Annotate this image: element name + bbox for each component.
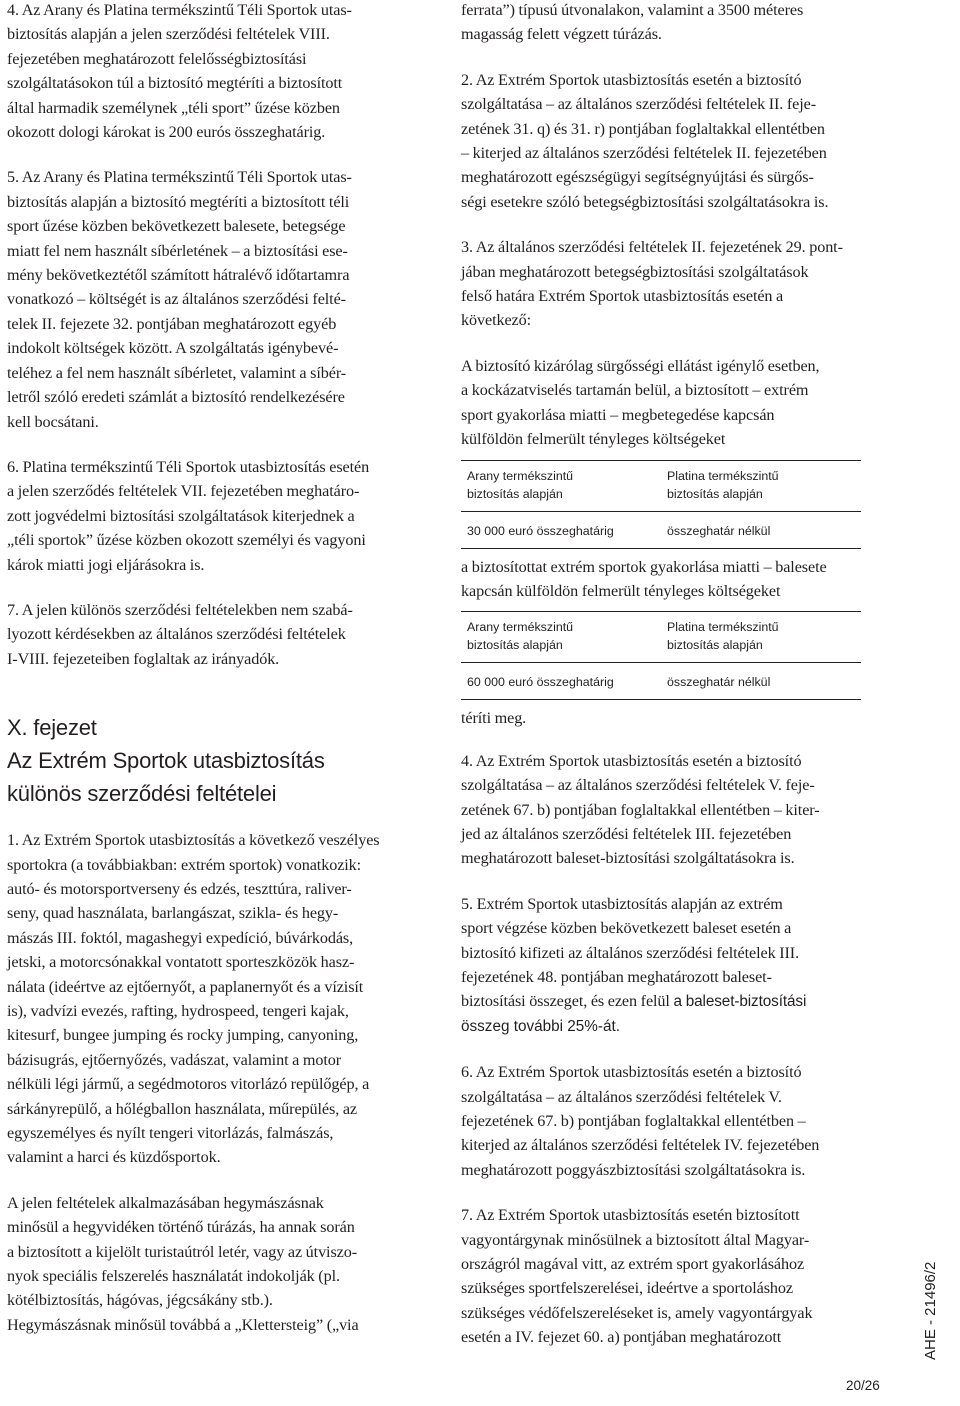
text-line: 5. Extrém Sportok utasbiztosítás alapján az extrém (461, 894, 783, 913)
text-line: lyozott kérdésekben az általános szerződési feltételek (7, 625, 346, 644)
left-column (7, 0, 427, 1337)
text-line: kell bocsátani. (7, 412, 99, 431)
text-line: valamint a harci és küzdősportok. (7, 1148, 221, 1167)
text-line: 7. Az Extrém Sportok utasbiztosítás esetén biztosított (461, 1206, 800, 1225)
paragraph-right-3b (461, 555, 881, 604)
text-line: szolgáltatása – az általános szerződési feltételek II. feje- (461, 95, 817, 114)
text-line: kötélbiztosítás, hágóvas, jégcsákány stb.). (7, 1291, 273, 1310)
text-line: meghatározott poggyászbiztosítási szolgáltatásokra is. (461, 1160, 806, 1179)
text-line: kitesurf, bungee jumping és rocky jumping, canyoning, (7, 1026, 359, 1045)
text-line: egyszemélyes és nyílt tengeri vitorlázás, falmászás, (7, 1124, 334, 1143)
text-line: telek II. fejezete 32. pontjában meghatározott egyéb (7, 314, 337, 333)
text-line: következő: (461, 311, 532, 330)
text-line: biztosítás alapján a jelen szerződési feltételek VIII. (7, 25, 330, 44)
paragraph-left-4 (7, 0, 427, 144)
text-line: jed az általános szerződési feltételek III. fejezetében (461, 824, 792, 843)
text-line: mény bekövetkeztétől számított hátralévő időtartamra (7, 266, 350, 285)
table-header-cell: Platina termékszintű biztosítás alapján (661, 460, 861, 511)
text-line: által harmadik személynek „téli sport” űzése közben (7, 98, 340, 117)
paragraph-right-2 (461, 68, 881, 214)
text-line: felső határa Extrém Sportok utasbiztosítás esetén a (461, 287, 784, 306)
text-line: Hegymászásnak minősül továbbá a „Klettersteig” („via (7, 1315, 359, 1334)
right-column (461, 0, 881, 1350)
text-line: X. fejezet (7, 715, 97, 741)
text-line: 6. Platina termékszintű Téli Sportok utasbiztosítás esetén (7, 457, 370, 476)
text-line: 1. Az Extrém Sportok utasbiztosítás a következő veszélyes (7, 831, 380, 850)
table-cell: összeghatár nélkül (661, 511, 861, 548)
highlighted-text: összeg további 25%-át. (461, 1017, 621, 1035)
text-line: I-VIII. fejezeteiben foglaltak az irányadók. (7, 649, 280, 668)
text-line: nálata (ideértve az ejtőernyőt, a paplanernyőt és a vízisít (7, 977, 364, 996)
text-line: téríti meg. (461, 709, 527, 728)
highlighted-text: a baleset-biztosítási (673, 993, 807, 1011)
text-line: zott jogvédelmi biztosítási szolgáltatások kiterjednek a (7, 506, 355, 525)
table-header-row (461, 612, 861, 663)
text-line: teléhez a fel nem használt síbérletet, valamint a síbér- (7, 363, 347, 382)
text-line: biztosítás alapján a biztosító megtéríti a biztosított téli (7, 192, 350, 211)
coverage-table-accident (461, 611, 861, 700)
table-header-row (461, 460, 861, 511)
text-line: – kiterjed az általános szerződési feltételek II. fejezetében (461, 144, 827, 163)
text-line: 2. Az Extrém Sportok utasbiztosítás esetén a biztosító (461, 70, 802, 89)
document-code: AHE - 21496/2 (922, 1261, 939, 1360)
text-line: vagyontárgynak minősülnek a biztosított által Magyar- (461, 1230, 810, 1249)
text-line: nélküli légi jármű, a segédmotoros vitorlázó repülőgép, a (7, 1075, 370, 1094)
text-line: a biztosítottat extrém sportok gyakorlása miatti – balesete (461, 557, 827, 576)
text-line: sportokra (a továbbiakban: extrém sportok) vonatkozik: (7, 855, 362, 874)
table-row (461, 663, 861, 700)
text-line: Az Extrém Sportok utasbiztosítás (7, 748, 325, 774)
text-line: miatt fel nem használt síbérletének – a biztosítási ese- (7, 241, 348, 260)
text-line: indokolt költségek között. A szolgáltatás igénybevé- (7, 339, 339, 358)
text-line: zetének 67. b) pontjában foglaltakkal ellentétben – kiter- (461, 800, 820, 819)
paragraph-right-4 (461, 749, 881, 871)
text-line: külföldön felmerült tényleges költségeket (461, 430, 726, 449)
text-line: szükséges sportfelszerelései, ideértve a sportoláshoz (461, 1279, 793, 1298)
table-cell: összeghatár nélkül (661, 663, 861, 700)
page-number: 20/26 (846, 1378, 880, 1393)
text-line: sport végzése közben bekövetkezett baleset esetén a (461, 919, 792, 938)
text-line: kiterjed az általános szerződési feltételek IV. fejezetében (461, 1136, 820, 1155)
text-line: minősül a hegyvidéken történő túrázás, ha annak során (7, 1218, 355, 1237)
text-line: a jelen szerződés feltételek VII. fejezetében meghatáro- (7, 482, 360, 501)
text-line: 4. Az Extrém Sportok utasbiztosítás esetén a biztosító (461, 751, 802, 770)
text-line: szolgáltatása – az általános szerződési feltételek V. (461, 1087, 782, 1106)
text-line: biztosító kifizeti az általános szerződési feltételek III. (461, 943, 800, 962)
text-line: kapcsán külföldön felmerült tényleges költségeket (461, 581, 781, 600)
text-line: meghatározott egészségügyi segítségnyújtási és sürgős- (461, 168, 814, 187)
text-line: 7. A jelen különös szerződési feltételekben nem szabá- (7, 600, 353, 619)
text-line: szükséges védőfelszereléseket is, amely vagyontárgyak (461, 1303, 813, 1322)
text-line: „téli sportok” űzése közben okozott személyi és vagyoni (7, 531, 366, 550)
text-line: is), vadvízi evezés, rafting, hydrospeed, tengeri kajak, (7, 1002, 349, 1020)
text-line: okozott dologi károkat is 200 eurós összeghatárig. (7, 123, 326, 142)
paragraph-left-5 (7, 165, 427, 433)
text-line: letről szóló eredeti számlát a biztosító rendelkezésére (7, 388, 345, 407)
text-line: vonatkozó – költségét is az általános szerződési felté- (7, 290, 346, 309)
paragraph-left-6 (7, 455, 427, 577)
text-line: a kockázatviselés tartamán belül, a biztosított – extrém (461, 381, 809, 400)
paragraph-right-3c (461, 706, 881, 730)
text-line: bázisugrás, ejtőernyőzés, vadászat, valamint a motor (7, 1050, 342, 1069)
paragraph-right-6 (461, 1060, 881, 1182)
text-line: fejezetének 67. b) pontjában foglaltakkal ellentétben – (461, 1112, 806, 1130)
text-line: nyok speciális felszerelés használatát indokolják (pl. (7, 1267, 340, 1286)
text-line: seny, quad használata, barlangászat, szikla- és hegy- (7, 904, 339, 923)
text-line: károk miatti jogi eljárásokra is. (7, 555, 205, 574)
text-line: sport gyakorlása miatti – megbetegedése kapcsán (461, 405, 775, 424)
text-line: fejezetének 48. pontjában meghatározott baleset- (461, 967, 772, 986)
text-line: ségi esetekre szóló betegségbiztosítási szolgáltatásokra is. (461, 192, 829, 211)
text-line: szolgáltatása – az általános szerződési feltételek V. feje- (461, 776, 815, 795)
paragraph-right-5: 5. Extrém Sportok utasbiztosítás alapján az extrém sport végzése közben bekövetkezett baleset esetén a biztosító kifizeti az általános szerződési feltételek III. fejezetének 48. pontjában meghatározott baleset- biztosítási összeget, és ezen felül a baleset-biztosítási összeg további 25%-át. (461, 892, 881, 1039)
paragraph-right-7 (461, 1203, 881, 1349)
text-line: különös szerződési feltételei (7, 781, 277, 807)
text-line: zetének 31. q) és 31. r) pontjában foglaltakkal ellentétben (461, 119, 825, 138)
text-line: jában meghatározott betegségbiztosítási szolgáltatások (461, 262, 809, 281)
coverage-table-illness (461, 460, 861, 549)
table-row (461, 511, 861, 548)
table-header-cell: Platina termékszintű biztosítás alapján (661, 612, 861, 663)
text-line: meghatározott baleset-biztosítási szolgáltatásokra is. (461, 849, 795, 868)
paragraph-right-3 (461, 235, 881, 333)
table-header-cell: Arany termékszintű biztosítás alapján (461, 612, 661, 663)
text-line: mászás III. foktól, magashegyi expedíció, búvárkodás, (7, 928, 354, 947)
chapter-heading (7, 711, 427, 810)
paragraph-left-x1 (7, 828, 427, 1170)
text-line: fejezetében meghatározott felelősségbiztosítási (7, 49, 307, 68)
text-line: 5. Az Arany és Platina termékszintű Téli Sportok utas- (7, 168, 352, 187)
text-line: 4. Az Arany és Platina termékszintű Téli Sportok utas- (7, 1, 352, 19)
table-cell: 60 000 euró összeghatárig (461, 663, 661, 700)
text-line: országról magával vitt, az extrém sport gyakorlásához (461, 1255, 805, 1274)
table-cell: 30 000 euró összeghatárig (461, 511, 661, 548)
text-line: a biztosított a kijelölt turistaútról letér, vagy az útviszo- (7, 1242, 358, 1261)
text-line: jetski, a motorcsónakkal vontatott sporteszközök hasz- (7, 953, 355, 972)
table-header-cell: Arany termékszintű biztosítás alapján (461, 460, 661, 511)
text-line: sárkányrepülő, a hőlégballon használata, műrepülés, az (7, 1099, 357, 1118)
text-line: magasság felett végzett túrázás. (461, 25, 662, 44)
text-line: autó- és motorsportverseny és edzés, teszttúra, raliver- (7, 879, 352, 898)
paragraph-right-continuation (461, 0, 881, 47)
text-line: esetén a IV. fejezet 60. a) pontjában meghatározott (461, 1328, 782, 1347)
paragraph-left-climbing (7, 1191, 427, 1337)
text-line: ferrata”) típusú útvonalakon, valamint a 3500 méteres (461, 1, 804, 19)
text-line: A jelen feltételek alkalmazásában hegymászásnak (7, 1193, 324, 1212)
paragraph-left-7 (7, 598, 427, 671)
text-line: 6. Az Extrém Sportok utasbiztosítás esetén a biztosító (461, 1063, 802, 1082)
paragraph-right-3a (461, 354, 881, 452)
text-line: A biztosító kizárólag sürgősségi ellátást igénylő esetben, (461, 356, 820, 375)
text-line: sport űzése közben bekövetkezett balesete, betegsége (7, 217, 346, 236)
text-line: szolgáltatásokon túl a biztosító megtéríti a biztosított (7, 74, 343, 93)
text-line: 3. Az általános szerződési feltételek II. fejezetének 29. pont- (461, 238, 843, 257)
